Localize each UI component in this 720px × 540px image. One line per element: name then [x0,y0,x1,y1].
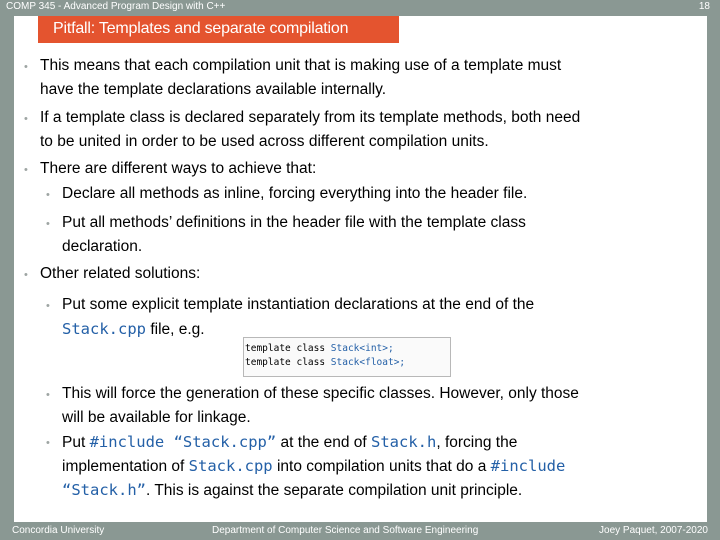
sub-bullet-line: “Stack.h”. This is against the separate compilation unit principle. [62,481,523,499]
sub-bullet-line: will be available for linkage. [62,409,251,426]
sub-bullet-line: Put #include “Stack.cpp” at the end of Stack.h, forcing the [62,433,518,451]
code-stack-cpp: Stack.cpp [188,457,273,475]
course-title: COMP 345 - Advanced Program Design with C++ [6,1,226,12]
footer-department: Department of Computer Science and Software Engineering [212,525,479,536]
slide-panel [14,16,707,522]
slide-title: Pitfall: Templates and separate compilation [53,20,349,37]
sub-bullet-line: declaration. [62,238,143,255]
top-bar [0,0,720,16]
code-include-stack-cpp: #include “Stack.cpp” [89,433,277,451]
footer [0,522,720,540]
sub-bullet-line: Declare all methods as inline, forcing everything into the header file. [62,185,528,202]
sub-bullet-line: This will force the generation of these specific classes. However, only those [62,385,579,402]
code-include: #include [490,457,566,475]
code-stack-cpp: Stack.cpp [62,320,146,338]
slide-content [14,16,707,522]
bullet-line: If a template class is declared separately from its template methods, both need [40,109,581,126]
footer-author: Joey Paquet, 2007-2020 [599,525,708,536]
sub-bullet-line: Put some explicit template instantiation declarations at the end of the [62,296,535,313]
bullet-marker: • [24,61,28,73]
sub-bullet-marker: • [46,189,50,201]
bullet-marker: • [24,164,28,176]
bullet-line: to be united in order to be used across different compilation units. [40,133,489,150]
sub-bullet-marker: • [46,437,50,449]
sub-bullet-marker: • [46,218,50,230]
bullet-line: There are different ways to achieve that: [40,160,317,177]
bullet-marker: • [24,269,28,281]
sub-bullet-text: file, e.g. [150,321,205,338]
footer-university: Concordia University [12,525,105,536]
sub-bullet-marker: • [46,389,50,401]
bullet-marker: • [24,113,28,125]
sub-bullet-line: Put all methods’ definitions in the header file with the template class [62,214,526,231]
bullet-line: have the template declarations available internally. [40,81,387,98]
bullet-line: This means that each compilation unit that is making use of a template must [40,57,562,74]
sub-bullet-marker: • [46,300,50,312]
code-line: template class Stack<int>; [245,343,394,354]
page-number: 18 [698,1,710,12]
code-stack-h: Stack.h [371,433,437,451]
sub-bullet-line [62,317,205,342]
sub-bullet-line: implementation of Stack.cpp into compilation units that do a #include [62,457,566,475]
code-line: template class Stack<float>; [245,357,406,368]
bullet-line: Other related solutions: [40,265,201,282]
code-stack-h-quoted: “Stack.h” [62,481,146,499]
code-snippet [243,337,451,377]
